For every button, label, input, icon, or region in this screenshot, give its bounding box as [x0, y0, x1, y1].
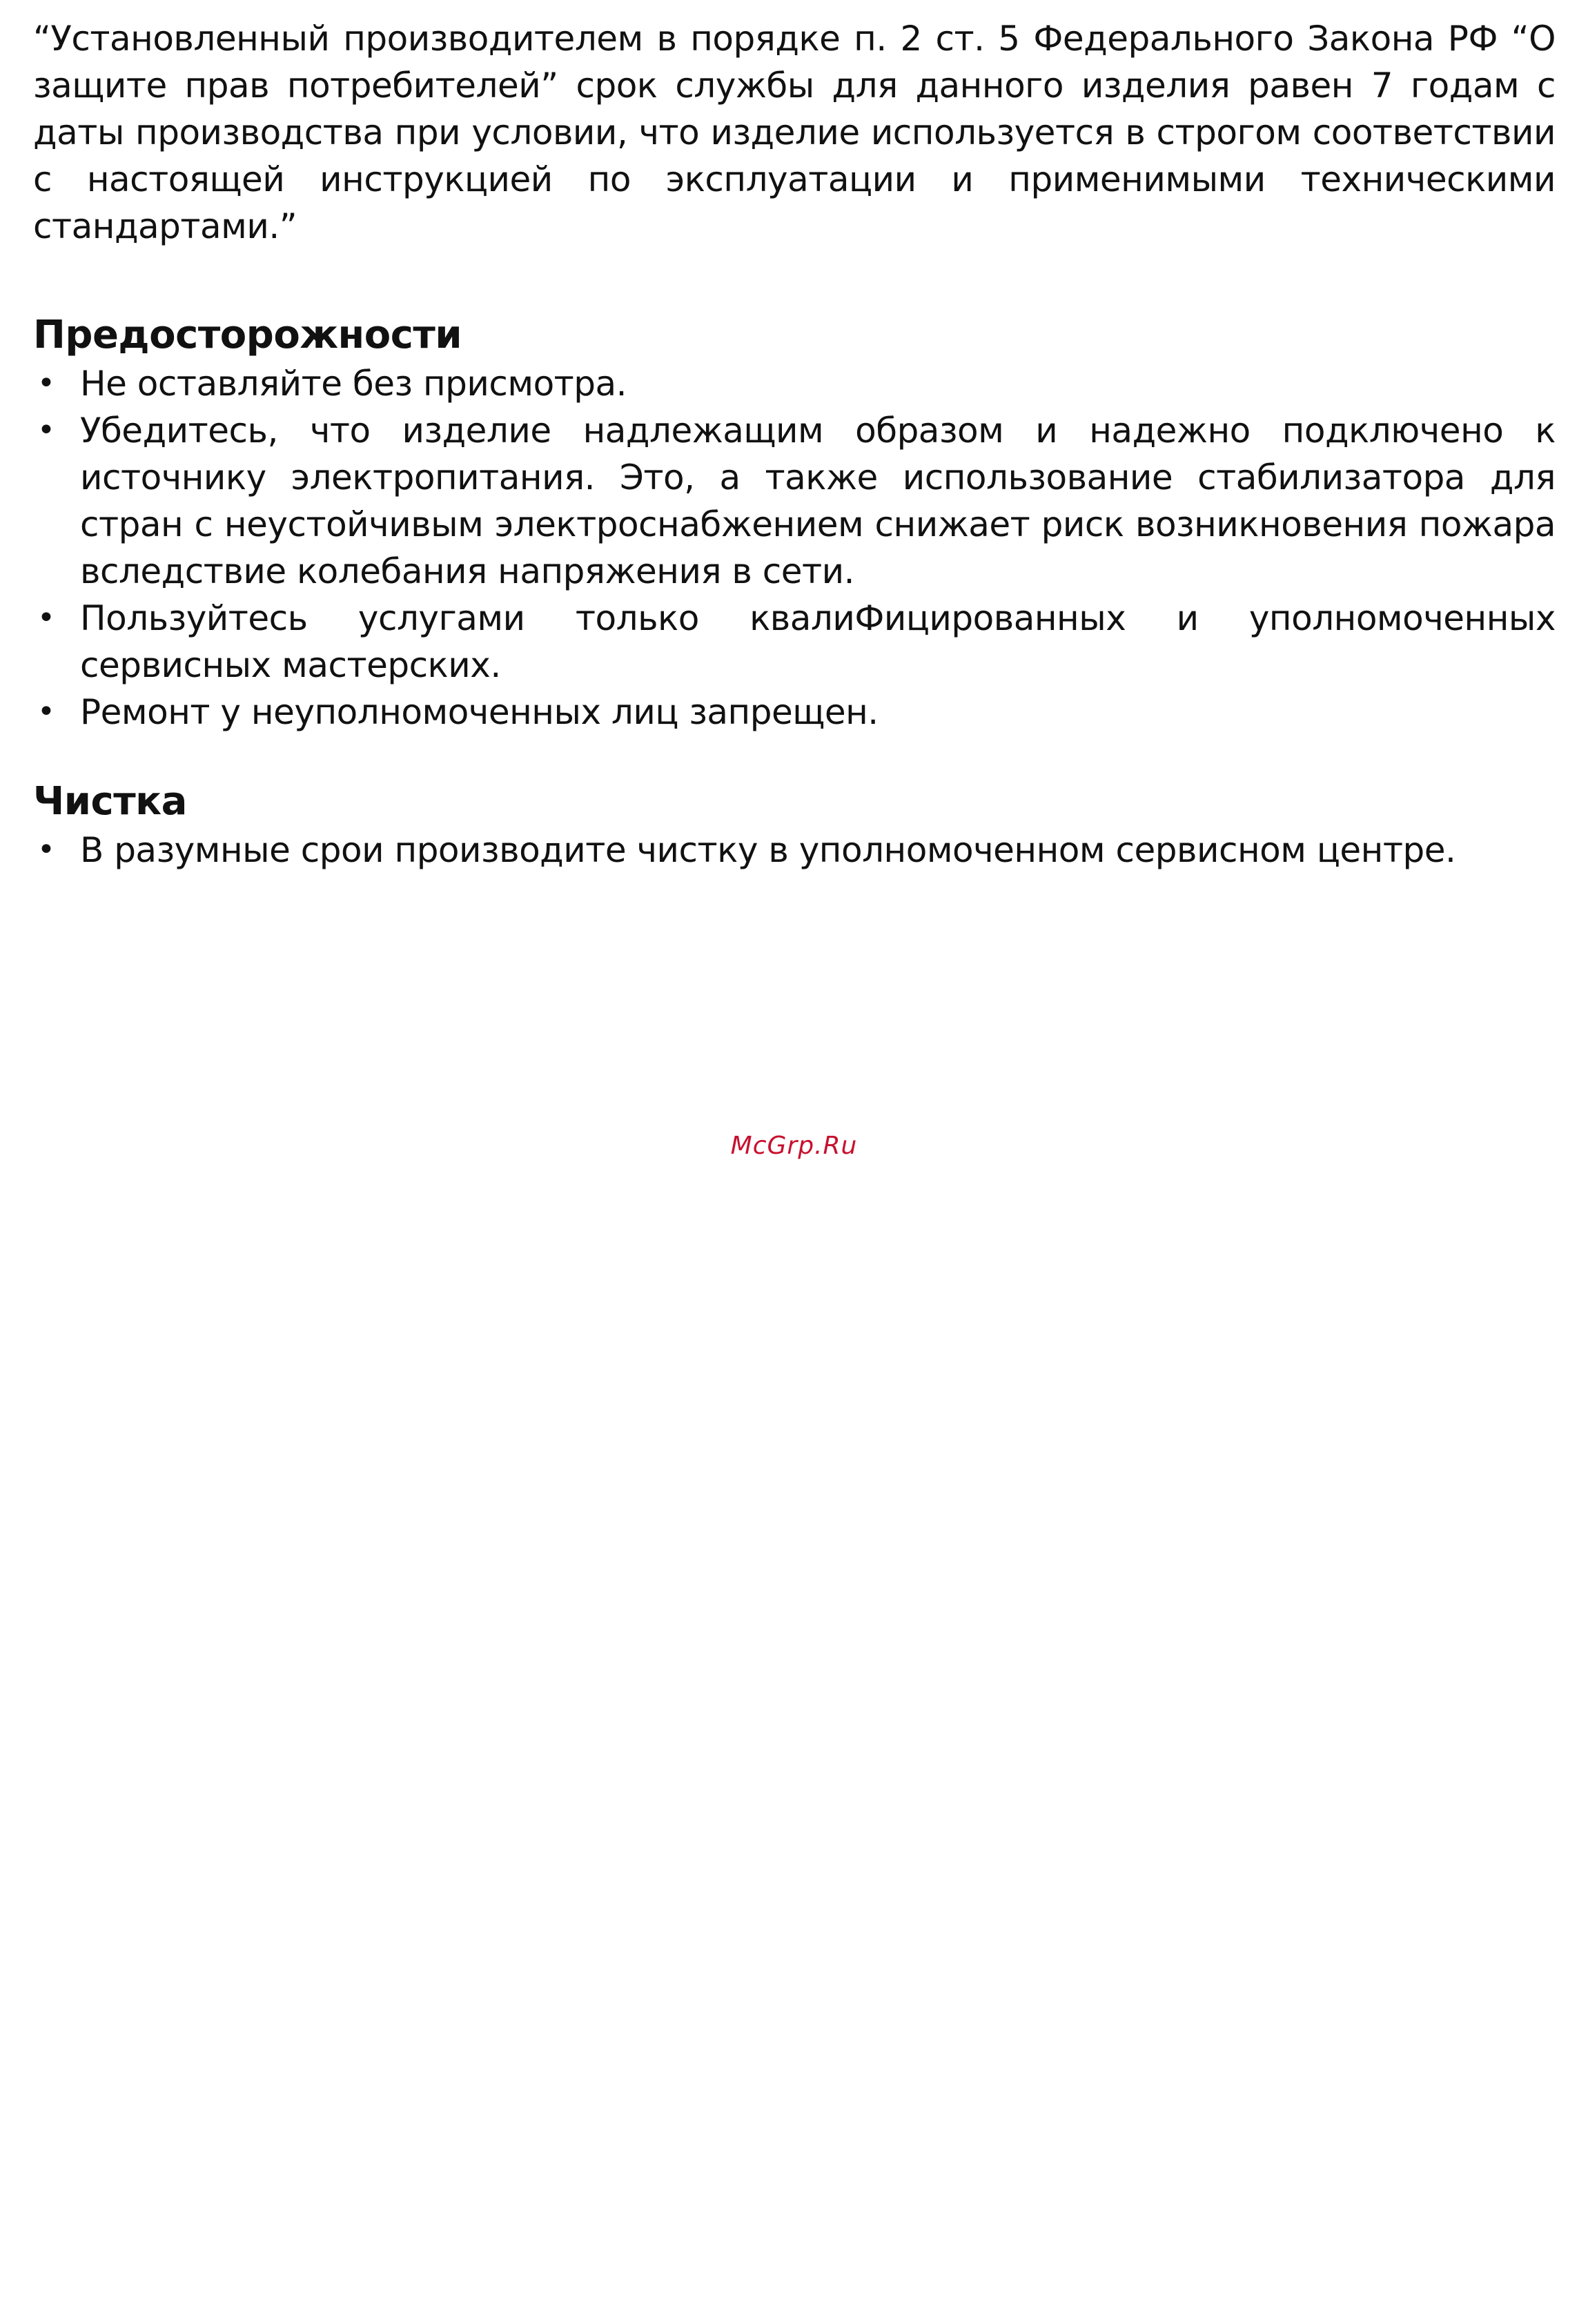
precautions-list	[33, 360, 1556, 736]
bullet-icon: •	[37, 600, 55, 636]
cleaning-heading: Чистка	[33, 779, 187, 824]
cleaning-list	[33, 827, 1556, 874]
list-item-text: Убедитесь, что изделие надлежащим образом и надежно подключено к источнику электропитания. Это, а также использование стабилизатора для стран с неустойчивым электроснабжением снижает риск возникновения пожара вследствие колебания напряжения в сети.	[80, 411, 1556, 591]
bullet-icon: •	[37, 413, 55, 448]
watermark-text: McGrp.Ru	[730, 1132, 858, 1160]
list-item	[33, 689, 1556, 736]
bullet-icon: •	[37, 694, 55, 729]
list-item	[33, 595, 1556, 689]
list-item	[33, 360, 1556, 407]
bullet-icon: •	[37, 366, 55, 401]
list-item-text: Пользуйтесь услугами только квалиФицированных и уполномоченных сервисных мастерских.	[80, 598, 1556, 685]
service-life-paragraph: “Установленный производителем в порядке п. 2 ст. 5 Федерального Закона РФ “О защите прав потребителей” срок службы для данного изделия равен 7 годам с даты производства при условии, что изделие используется в строгом соответствии с настоящей инструкцией по эксплуатации и применимыми техническими стандартами.”	[33, 19, 1556, 246]
list-item-text: В разумные срои производите чистку в уполномоченном сервисном центре.	[80, 830, 1456, 870]
precautions-heading: Предосторожности	[33, 313, 462, 357]
bullet-icon: •	[37, 832, 55, 867]
list-item	[33, 407, 1556, 595]
document-page	[33, 15, 1556, 874]
list-item-text: Ремонт у неуполномоченных лиц запрещен.	[80, 692, 879, 732]
list-item-text: Не оставляйте без присмотра.	[80, 364, 627, 404]
list-item	[33, 827, 1556, 874]
